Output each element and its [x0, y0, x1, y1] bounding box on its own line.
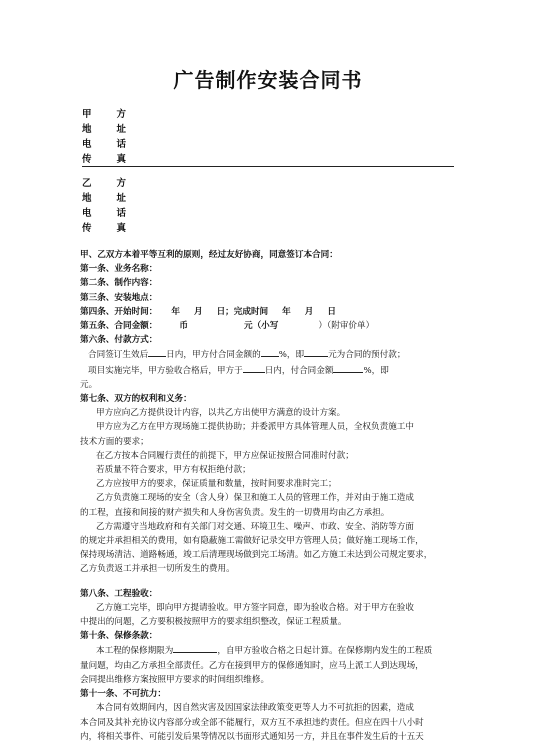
article-7-p6b: 的工程，直接和间接的财产损失和人身伤害负责。发生的一切费用均由乙方承担。	[80, 507, 390, 518]
article-7-p1: 甲方应向乙方提供设计内容，以共乙方出使甲方满意的设计方案。	[96, 408, 346, 419]
article-4-year2: 年	[282, 306, 291, 317]
blank-days-2[interactable]	[243, 363, 265, 373]
intro-text: 甲、乙双方本着平等互利的原则，经过友好协商，同意签订本合同：	[80, 250, 338, 260]
article-7-p7a: 乙方需遵守当地政府和有关部门对交通、环境卫生、噪声、市政、安全、消防等方面	[96, 521, 414, 532]
art6-text-d: 元为合同的预付款；	[328, 350, 406, 361]
article-11-p1c: 内，将相关事件、可能引发后果等情况以书面形式通知另一方，并且在事件发生后的十五天	[80, 731, 424, 742]
contract-body	[80, 248, 458, 744]
article-5	[80, 319, 458, 333]
article-7-p7b: 的规定并承担相关的费用，如有隐蔽施工需做好记录交甲方管理人员；做好施工现场工作，	[80, 536, 424, 547]
article-7-p3: 在乙方按本合同履行责任的前提下，甲方应保证按照合同准时付款；	[96, 450, 354, 461]
article-7-p4: 若质量不符合要求，甲方有权拒绝付款；	[96, 465, 251, 476]
article-1: 第一条、业务名称：	[80, 264, 158, 275]
blank-percent-2[interactable]	[333, 363, 363, 373]
article-4-day2: 日	[327, 306, 336, 317]
divider-line	[82, 166, 454, 167]
party-a-phone-label: 电话	[82, 139, 126, 150]
art6-text-a: 合同签订生效后	[88, 350, 149, 361]
art6-text-c: %，即	[278, 350, 305, 361]
party-b-label: 乙方	[82, 178, 126, 189]
article-5-label: 第五条、合同金额：	[80, 321, 158, 332]
blank-percent-1[interactable]	[261, 347, 279, 357]
article-7-p7d: 乙方负责返工并承担一切所发生的费用。	[80, 564, 235, 575]
article-5-yuan: 元（小写	[243, 321, 279, 332]
article-8-label: 第八条、工程验收：	[80, 588, 158, 599]
blank-amount-1[interactable]	[304, 347, 328, 357]
article-3: 第三条、安装地点：	[80, 292, 158, 303]
article-7-p7c: 保持现场清洁、道路畅通，竣工后清理现场做到完工场清。如乙方施工未达到公司规定要求，	[80, 550, 433, 561]
party-b-phone-label: 电话	[82, 208, 126, 219]
article-4-month2: 月	[304, 306, 314, 317]
party-a-address-label: 地址	[82, 124, 126, 135]
party-b-fax-label: 传真	[82, 223, 126, 234]
party-a-label: 甲方	[82, 109, 126, 120]
article-8-p1b: 中提出的问题，乙方要积极按照甲方的要求组织整改，保证工程质量。	[80, 617, 347, 628]
article-5-paren: ）（附审价单）	[318, 321, 375, 332]
article-6-line-3: 元。	[80, 379, 98, 390]
article-7-p6a: 乙方负责施工现场的安全（含人身）保卫和施工人员的管理工作，并对由于施工造成	[96, 493, 414, 504]
article-7-p2b: 技术方面的要求；	[80, 436, 149, 447]
article-6-line-1	[80, 347, 458, 362]
party-a-block	[82, 107, 126, 167]
article-7-p5: 乙方应按甲方的要求，保证质量和数量，按时间要求准时完工；	[96, 479, 337, 490]
article-4-year: 年	[171, 306, 180, 317]
article-10-p1c: 量问题，均由乙方承担全部责任。乙方在接到甲方的保修通知时，应马上派工人到达现场，	[80, 660, 424, 671]
article-7-label: 第七条、双方的权利和义务：	[80, 394, 192, 405]
article-2: 第二条、制作内容：	[80, 278, 158, 289]
page-title: 广告制作安装合同书	[173, 68, 363, 92]
art6-text-e: 项目实施完毕，甲方验收合格后，甲方于	[88, 365, 243, 376]
art10-text-a: 本工程的保修期限为	[96, 646, 174, 657]
art6-text-b: 日内，甲方付合同金额的	[166, 350, 261, 361]
article-11-label: 第十一条、不可抗力：	[80, 689, 166, 700]
article-4	[80, 305, 458, 319]
article-4-label: 第四条、开始时间：	[80, 306, 158, 317]
art6-text-f: 日内，付合同金额	[264, 365, 334, 376]
article-6-label: 第六条、付款方式：	[80, 335, 158, 346]
party-b-block	[82, 176, 126, 236]
article-11-p1b: 本合同及其补充协议内容部分或全部不能履行，双方互不承担违约责任。但应在四十八小时	[80, 717, 424, 728]
art10-text-b: ，自甲方验收合格之日起计算。在保修期内发生的工程质	[217, 646, 433, 657]
article-5-currency: 币	[179, 321, 188, 332]
article-11-p1a: 本合同有效期间内，因自然灾害及因国家法律政策变更等人力不可抗拒的因素，造成	[96, 703, 414, 714]
party-b-address-label: 地址	[82, 193, 126, 204]
article-7-p2a: 甲方应为乙方在甲方现场施工提供协助；并委派甲方具体管理人员，全权负责施工中	[96, 422, 414, 433]
art6-text-g: %，即	[363, 365, 389, 376]
article-6-line-2	[80, 363, 458, 378]
article-10-p1a	[80, 643, 458, 658]
article-10-p1d: 会同提出维修方案按照甲方要求的时间组织维修。	[80, 674, 270, 685]
blank-warranty-period[interactable]	[173, 643, 217, 653]
article-4-day-done: 日；完成时间	[216, 306, 269, 317]
party-a-fax-label: 传真	[82, 154, 126, 165]
article-8-p1a: 乙方施工完毕，即向甲方提请验收。甲方签字同意，即为验收合格。对于甲方在验收	[96, 602, 414, 613]
blank-days-1[interactable]	[148, 347, 166, 357]
article-4-month: 月	[193, 306, 203, 317]
article-10-label: 第十条、保修条款：	[80, 631, 158, 642]
